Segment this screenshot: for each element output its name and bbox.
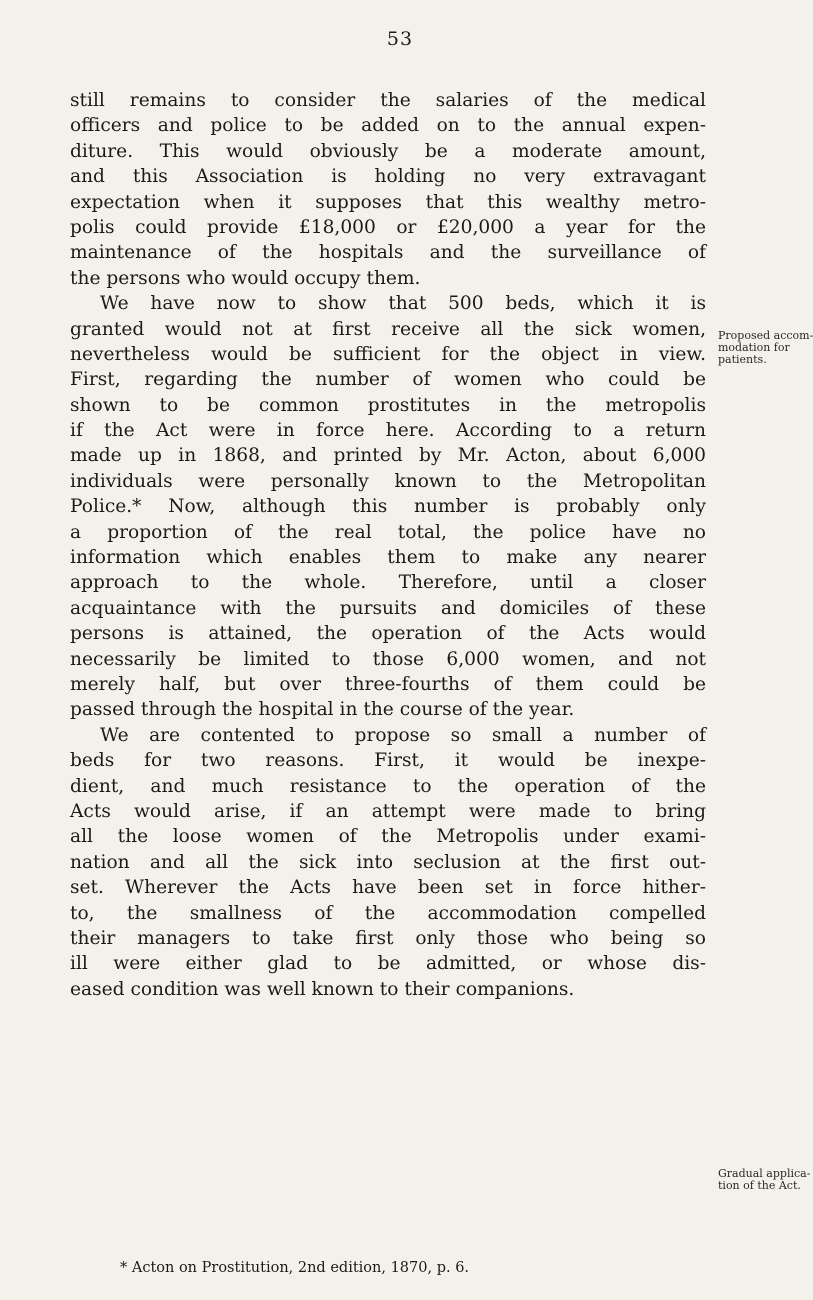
text-line: merely half, but over three-fourths of them could be: [70, 673, 706, 695]
text-line: individuals were personally known to the Metropolitan: [70, 470, 706, 492]
text-line: shown to be common prostitutes in the metropolis: [70, 394, 706, 416]
margin-note-line: modation for: [718, 341, 790, 354]
text-line: all the loose women of the Metropolis under exami-: [70, 826, 706, 848]
text-line: Police.* Now, although this number is probably only: [70, 496, 706, 518]
text-line: passed through the hospital in the course of the year.: [70, 699, 575, 721]
text-line: beds for two reasons. First, it would be inexpe-: [70, 750, 706, 772]
text-line: the persons who would occupy them.: [70, 267, 421, 289]
text-line: eased condition was well known to their companions.: [70, 978, 575, 1000]
text-line: expectation when it supposes that this wealthy metro-: [70, 191, 706, 213]
margin-note-gradual-application: [718, 1167, 811, 1192]
text-line: granted would not at first receive all the sick women,: [70, 318, 706, 340]
text-line: necessarily be limited to those 6,000 women, and not: [70, 648, 706, 670]
paragraph-start-line: We have now to show that 500 beds, which it is: [100, 293, 706, 315]
text-line: dient, and much resistance to the operation of the: [70, 775, 706, 797]
text-line: if the Act were in force here. According to a return: [70, 420, 706, 442]
text-line: approach to the whole. Therefore, until a closer: [70, 572, 706, 594]
text-line: information which enables them to make any nearer: [70, 547, 706, 569]
footnote: * Acton on Prostitution, 2nd edition, 1870, p. 6.: [120, 1260, 470, 1276]
page-number: 53: [386, 28, 414, 50]
text-line: Acts would arise, if an attempt were made to bring: [70, 800, 706, 822]
margin-note-line: Proposed accom-: [718, 329, 813, 342]
margin-note-line: tion of the Act.: [718, 1179, 801, 1192]
text-line: officers and police to be added on to the annual expen-: [70, 115, 706, 137]
text-line: set. Wherever the Acts have been set in force hither-: [70, 877, 706, 899]
text-line: nevertheless would be sufficient for the object in view.: [70, 343, 706, 365]
margin-note-line: patients.: [718, 353, 767, 366]
text-line: their managers to take first only those who being so: [70, 927, 706, 949]
text-line: diture. This would obviously be a moderate amount,: [70, 140, 706, 162]
text-line: maintenance of the hospitals and the surveillance of: [70, 242, 706, 264]
text-line: still remains to consider the salaries of the medical: [70, 90, 706, 111]
paragraph-start-line: We are contented to propose so small a number of: [100, 724, 706, 746]
text-line: First, regarding the number of women who could be: [70, 369, 706, 391]
text-line: persons is attained, the operation of the Acts would: [70, 623, 706, 645]
text-line: acquaintance with the pursuits and domiciles of these: [70, 597, 706, 619]
text-line: and this Association is holding no very extravagant: [70, 166, 706, 188]
text-line: ill were either glad to be admitted, or whose dis-: [70, 953, 706, 975]
text-line: made up in 1868, and printed by Mr. Acton, about 6,000: [70, 445, 706, 467]
body-text: [70, 88, 706, 1002]
text-line: to, the smallness of the accommodation compelled: [70, 902, 706, 924]
text-line: nation and all the sick into seclusion at the first out-: [70, 851, 706, 873]
text-line: polis could provide £18,000 or £20,000 a year for the: [70, 216, 706, 238]
margin-note-line: Gradual applica-: [718, 1167, 811, 1180]
margin-note-proposed-accommodation: [718, 329, 813, 366]
text-line: a proportion of the real total, the police have no: [70, 521, 706, 543]
